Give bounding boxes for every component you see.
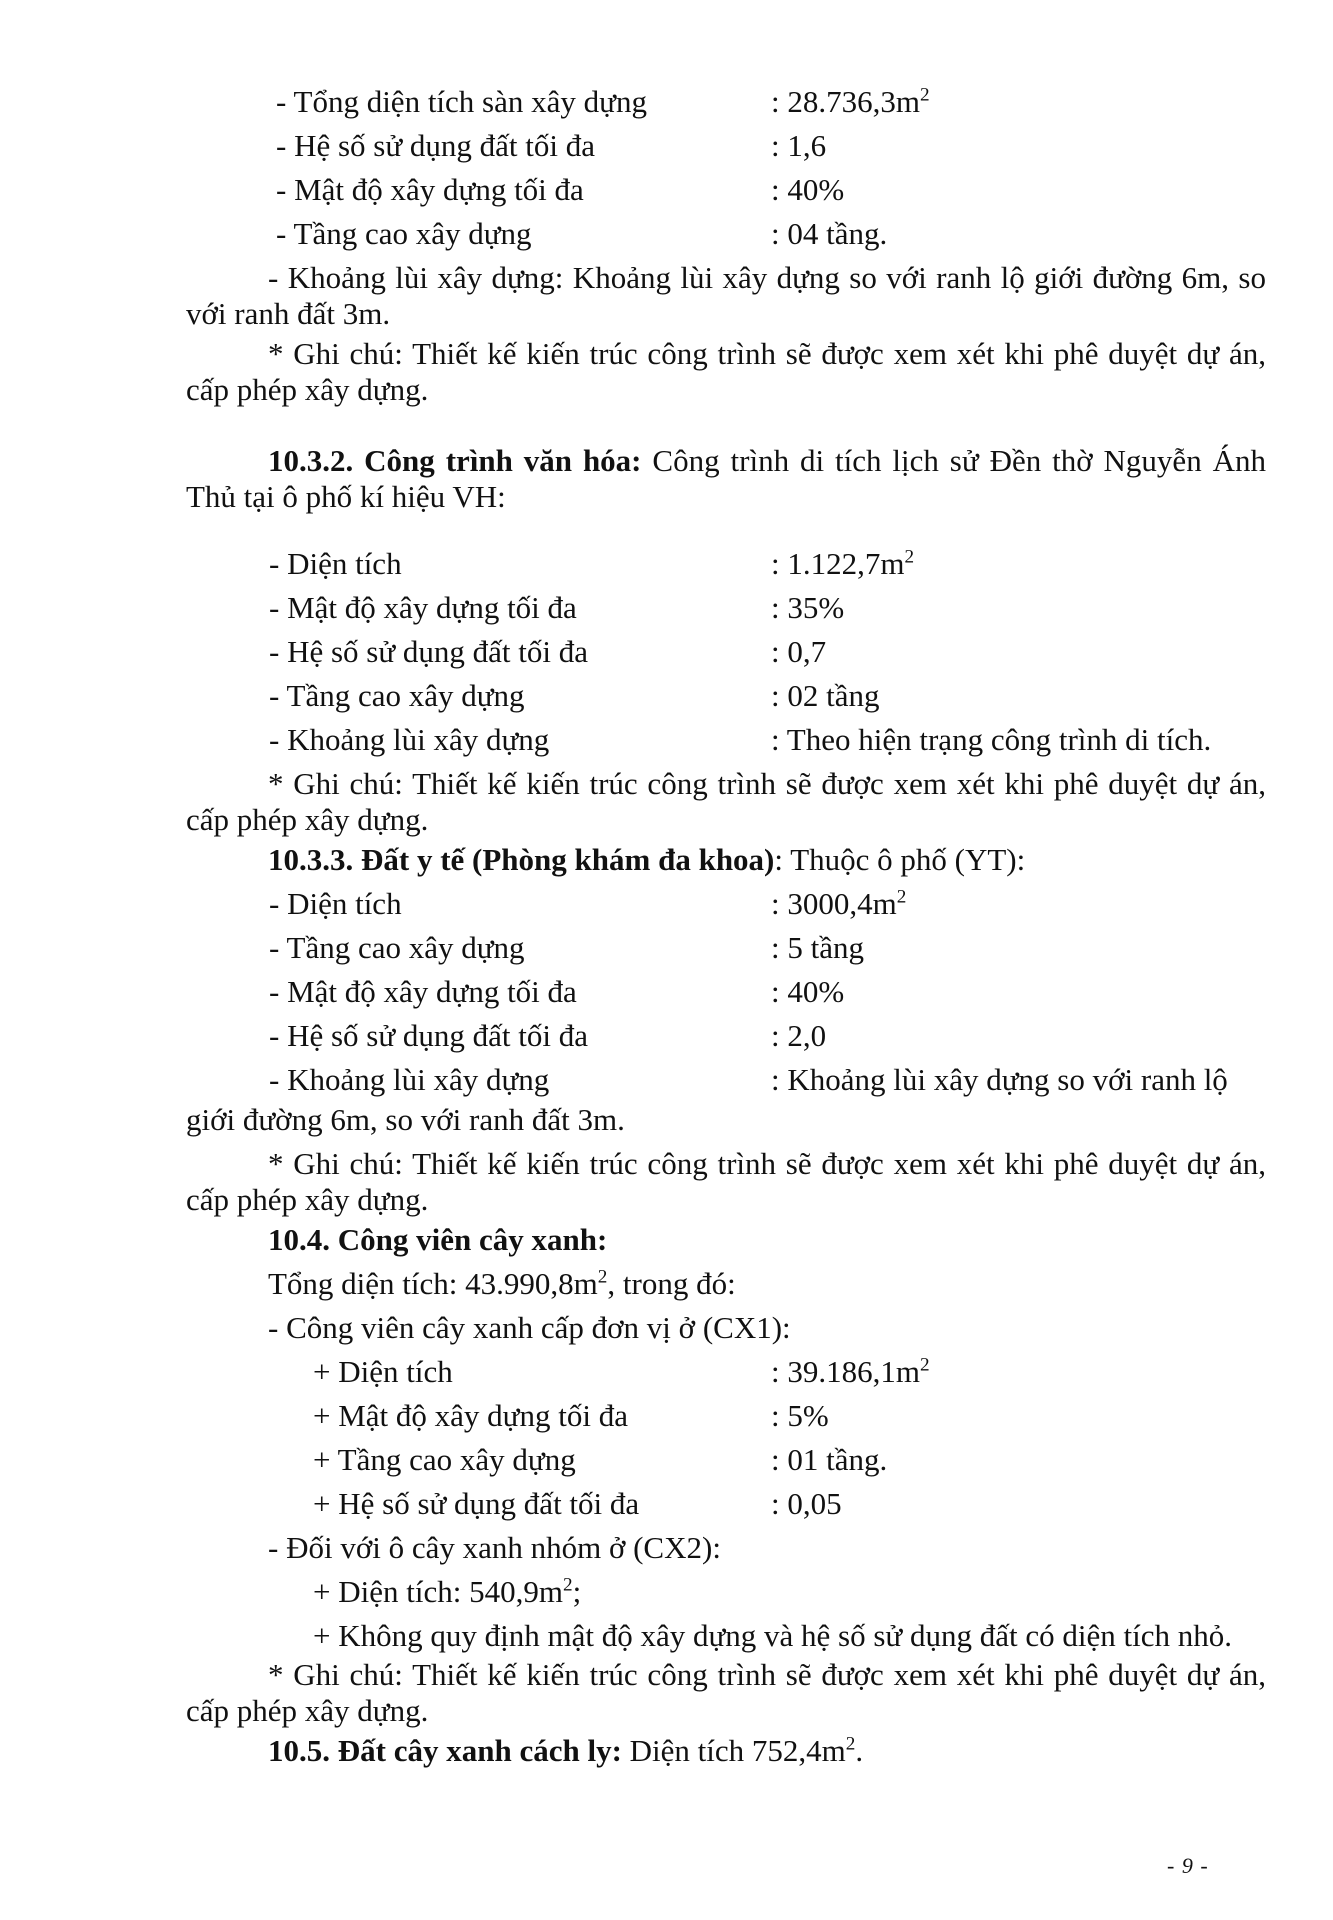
section-10-5-heading: 10.5. Đất cây xanh cách ly: Diện tích $752,4m^2$. [268, 1733, 864, 1769]
cx1-density-row [186, 1398, 1266, 1442]
line-value: : $3000,4m^2$ [771, 885, 907, 921]
line-value: : $1.122,7m^2$ [771, 545, 915, 581]
line-value: : 04 tầng. [771, 216, 888, 251]
line-value: : 01 tầng. [771, 1441, 888, 1477]
note-paragraph: * Ghi chú: Thiết kế kiến trúc công trình sẽ được xem xét khi phê duyệt dự án, cấp phép xây dựng. [186, 335, 1266, 407]
line-value: : 40% [771, 172, 845, 207]
line-land-use-ratio [186, 128, 1266, 172]
section-title: 10.3.2. Công trình văn hóa: [268, 442, 642, 478]
yt-height-row [186, 930, 1266, 974]
line-label: - Tầng cao xây dựng [269, 677, 525, 713]
vh-setback-row [186, 722, 1266, 766]
section-10-3-2-heading [186, 443, 1266, 515]
line-label: + Hệ số sử dụng đất tối đa [313, 1485, 640, 1521]
line-label: + Mật độ xây dựng tối đa [313, 1397, 628, 1433]
line-label: - Khoảng lùi xây dựng [269, 1061, 550, 1097]
line-label: - Mật độ xây dựng tối đa [269, 589, 577, 625]
line-label: - Hệ số sử dụng đất tối đa [269, 633, 589, 669]
line-value: : $28.736,3m^2$ [771, 84, 930, 119]
line-label: - Tổng diện tích sàn xây dựng [276, 84, 647, 119]
line-value: : 1,6 [771, 128, 827, 163]
line-label: - Diện tích [269, 545, 402, 581]
note-paragraph: * Ghi chú: Thiết kế kiến trúc công trình sẽ được xem xét khi phê duyệt dự án, cấp phép xây dựng. [186, 765, 1266, 837]
green-total-area: Tổng diện tích: $43.990,8m^2$, trong đó: [268, 1265, 736, 1301]
line-value: : 0,05 [771, 1485, 842, 1521]
cx2-area-row: + Diện tích: $540,9m^2$; [313, 1573, 582, 1609]
yt-setback-continuation [186, 1102, 1266, 1146]
line-value: : 5% [771, 1397, 829, 1433]
line-label: - Khoảng lùi xây dựng [269, 721, 550, 757]
section-10-4-heading [186, 1222, 1266, 1266]
line-label: giới đường 6m, so với ranh đất 3m. [186, 1101, 625, 1137]
line-label: - Mật độ xây dựng tối đa [269, 973, 577, 1009]
line-value: : 35% [771, 589, 845, 625]
line-value: : 40% [771, 973, 845, 1009]
line-label: + Tầng cao xây dựng [313, 1441, 576, 1477]
section-title: 10.5. Đất cây xanh cách ly: [268, 1733, 622, 1769]
document-content [186, 84, 1266, 1777]
cx1-heading: - Công viên cây xanh cấp đơn vị ở (CX1): [268, 1309, 791, 1345]
section-text: Công trình di tích lịch sử Đền thờ Nguyễn Ánh Thủ tại ô phố kí hiệu VH: [186, 442, 1266, 514]
vh-density-row [186, 590, 1266, 634]
line-value: : $39.186,1m^2$ [771, 1353, 930, 1389]
yt-ratio-row [186, 1018, 1266, 1062]
cx1-area-row [186, 1354, 1266, 1398]
section-title: 10.4. Công viên cây xanh: [268, 1221, 608, 1257]
line-total-floor-area [186, 84, 1266, 128]
cx2-heading: - Đối với ô cây xanh nhóm ở (CX2): [268, 1529, 721, 1565]
line-label: + Diện tích [313, 1353, 453, 1389]
cx2-rule-paragraph: + Không quy định mật độ xây dựng và hệ số sử dụng đất có diện tích nhỏ. [313, 1617, 1232, 1653]
note-paragraph: * Ghi chú: Thiết kế kiến trúc công trình sẽ được xem xét khi phê duyệt dự án, cấp phép xây dựng. [186, 1145, 1266, 1217]
cx1-ratio-row [186, 1486, 1266, 1530]
line-label: - Diện tích [269, 885, 402, 921]
yt-setback-row [186, 1062, 1266, 1102]
note-paragraph: * Ghi chú: Thiết kế kiến trúc công trình sẽ được xem xét khi phê duyệt dự án, cấp phép xây dựng. [186, 1657, 1266, 1729]
line-value: : 2,0 [771, 1017, 827, 1053]
page-number: - 9 - [1167, 1853, 1209, 1878]
line-building-height [186, 216, 1266, 260]
line-label: - Hệ số sử dụng đất tối đa [269, 1017, 589, 1053]
line-value: : Khoảng lùi xây dựng so với ranh lộ [771, 1061, 1228, 1097]
line-building-density [186, 172, 1266, 216]
yt-area-row [186, 886, 1266, 930]
line-label: - Hệ số sử dụng đất tối đa [276, 128, 596, 163]
yt-density-row [186, 974, 1266, 1018]
vh-area-row [186, 546, 1266, 590]
line-value: : Theo hiện trạng công trình di tích. [771, 721, 1212, 757]
cx1-height-row [186, 1442, 1266, 1486]
line-value: : 02 tầng [771, 677, 880, 713]
section-10-3-3-heading [186, 842, 1266, 886]
section-text: Diện tích 752,4m [621, 1733, 846, 1769]
line-label: - Mật độ xây dựng tối đa [276, 172, 584, 207]
line-label: - Tầng cao xây dựng [269, 929, 525, 965]
line-label: - Tầng cao xây dựng [276, 216, 532, 251]
section-text: : Thuộc ô phố (YT): [774, 841, 1026, 877]
line-value: : 5 tầng [771, 929, 864, 965]
section-title: 10.3.3. Đất y tế (Phòng khám đa khoa) [268, 841, 775, 877]
setback-paragraph: - Khoảng lùi xây dựng: Khoảng lùi xây dựng so với ranh lộ giới đường 6m, so với ranh đất 3m. [186, 260, 1266, 331]
line-value: : 0,7 [771, 633, 827, 669]
vh-height-row [186, 678, 1266, 722]
vh-ratio-row [186, 634, 1266, 678]
